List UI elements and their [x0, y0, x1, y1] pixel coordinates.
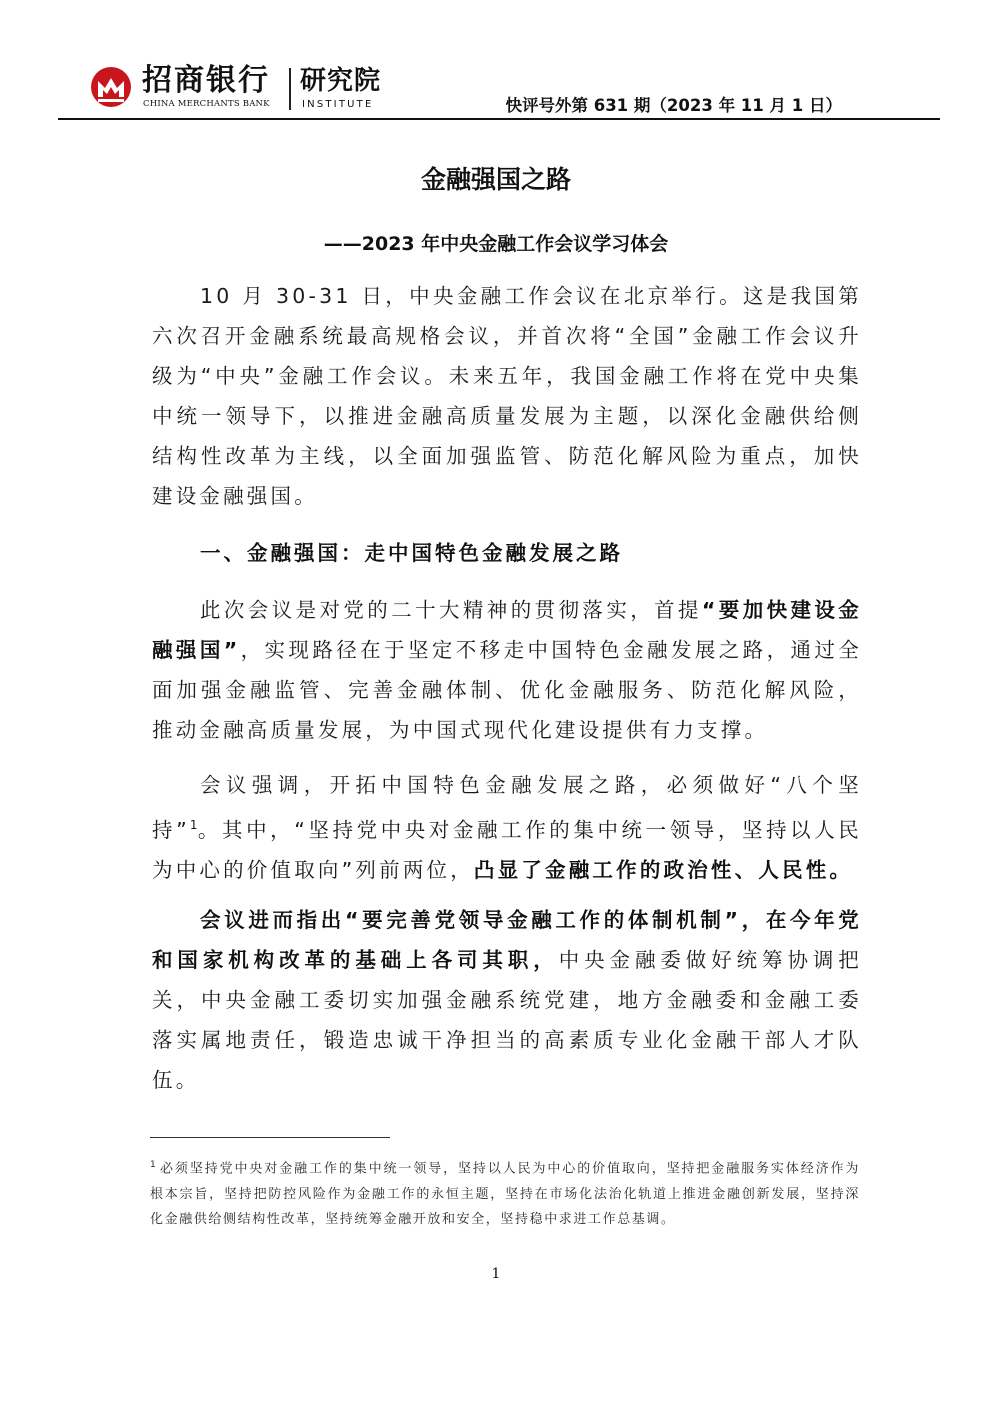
- institute-name-cn: 研究院: [300, 66, 382, 96]
- page-title: 金融强国之路: [420, 165, 571, 194]
- issue-info: 快评号外第 631 期（2023 年 11 月 1 日）: [505, 96, 842, 115]
- footnote-mark: 1: [150, 1160, 156, 1170]
- section-heading: 一、金融强国：走中国特色金融发展之路: [200, 541, 623, 565]
- footnote-ref: 1: [189, 818, 198, 832]
- footnote: [150, 1153, 860, 1233]
- paragraph-4-text-b: 中央金融委做好统筹协调把关，中央金融工委切实加强金融系统党建，地方金融委和金融工委落实属地责任，锻造忠诚干净担当的高素质专业化金融干部人才队伍。: [152, 948, 863, 1092]
- paragraph-3-text-a: 会议强调，开拓中国特色金融发展之路，必须做好“八个坚持”: [152, 773, 862, 842]
- institute-name-en: INSTITUTE: [302, 99, 374, 110]
- paragraph-2-text-a: 此次会议是对党的二十大精神的贯彻落实，首提: [200, 598, 702, 622]
- paragraph-2-text-c: ，实现路径在于坚定不移走中国特色金融发展之路，通过全面加强金融监管、完善金融体制、优化金融服务、防范化解风险，推动金融高质量发展，为中国式现代化建设提供有力支撑。: [152, 638, 862, 742]
- paragraph-2-emphasis: “要加快建设金融强国”: [152, 598, 862, 662]
- paragraph-eight-persistences: [152, 765, 862, 890]
- paragraph-strong-nation: [152, 590, 862, 750]
- brand-divider: [289, 68, 291, 110]
- paragraph-4-emphasis: 会议进而指出“要完善党领导金融工作的体制机制”，在今年党和国家机构改革的基础上各司其职，: [152, 908, 862, 972]
- header-rule: [58, 118, 940, 120]
- brand-name-en: CHINA MERCHANTS BANK: [143, 99, 270, 109]
- paragraph-intro: [152, 276, 862, 516]
- page-number: 1: [491, 1266, 501, 1282]
- footnote-text: 必须坚持党中央对金融工作的集中统一领导，坚持以人民为中心的价值取向，坚持把金融服务实体经济作为根本宗旨，坚持把防控风险作为金融工作的永恒主题，坚持在市场化法治化轨道上推进金融创新发展，坚持深化金融供给侧结构性改革，坚持统筹金融开放和安全，坚持稳中求进工作总基调。: [150, 1161, 860, 1228]
- paragraph-intro-text: 10 月 30-31 日，中央金融工作会议在北京举行。这是我国第六次召开金融系统最高规格会议，并首次将“全国”金融工作会议升级为“中央”金融工作会议。未来五年，我国金融工作将在党中央集中统一领导下，以推进金融高质量发展为主题，以深化金融供给侧结构性改革为主线，以全面加强监管、防范化解风险为重点，加快建设金融强国。: [152, 284, 862, 508]
- footnote-rule: [150, 1137, 390, 1138]
- paragraph-institutions: [152, 900, 862, 1100]
- cmb-logo-icon: [90, 66, 132, 108]
- brand-name-cn: 招商银行: [142, 63, 270, 98]
- paragraph-3-emphasis: 凸显了金融工作的政治性、人民性。: [473, 857, 854, 882]
- page-subtitle: ——2023 年中央金融工作会议学习体会: [323, 233, 669, 255]
- paragraph-3-text-b: 。其中，“坚持党中央对金融工作的集中统一领导，坚持以人民为中心的价值取向”列前两位，: [152, 817, 862, 882]
